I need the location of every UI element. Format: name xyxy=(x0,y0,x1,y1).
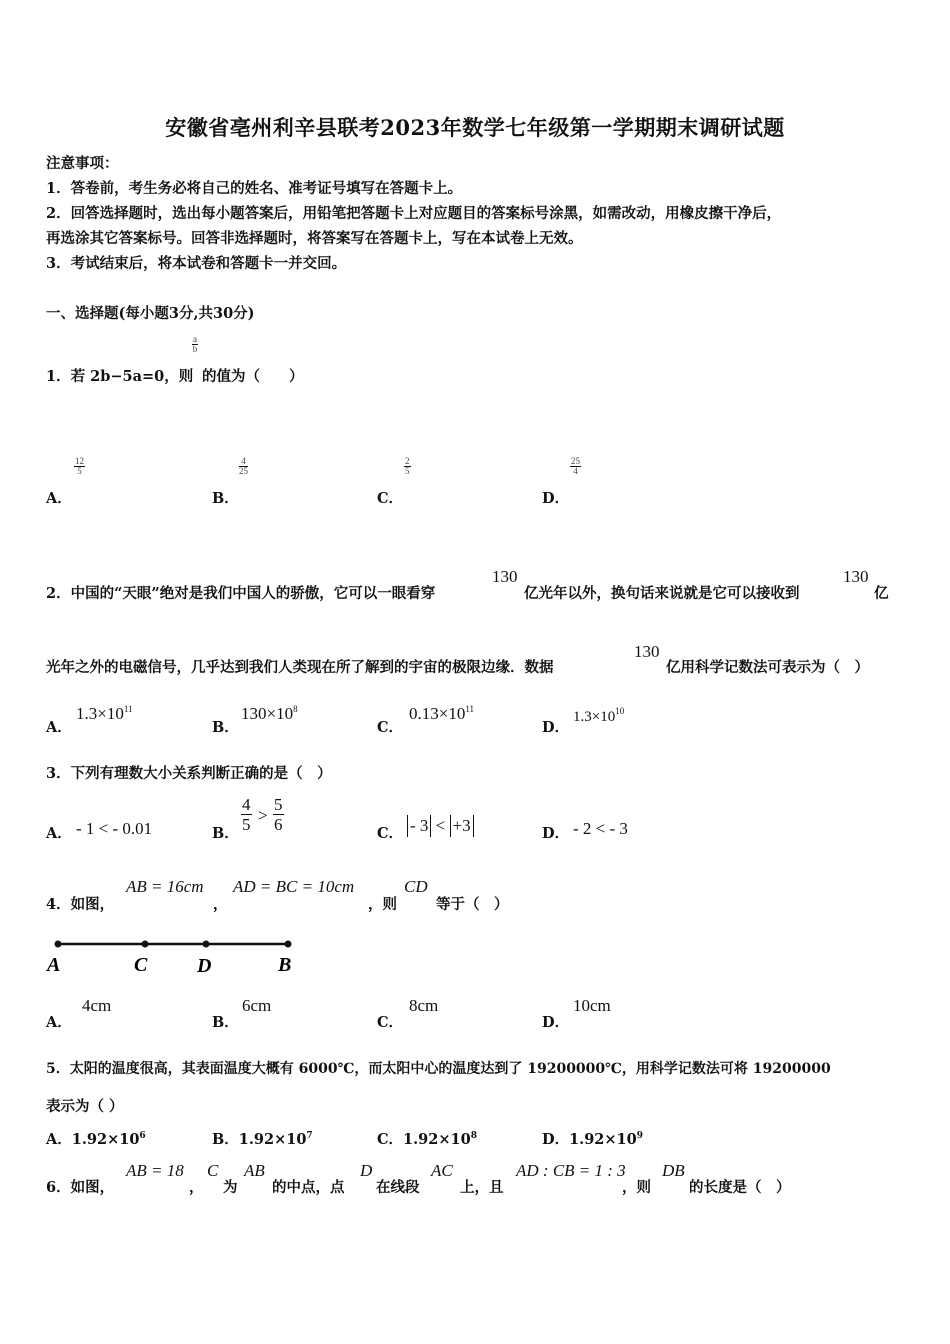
q5-option-b: B．$1.92\times 10^7$ xyxy=(212,1131,313,1148)
q3-option-b-fraction-1: 4 5 xyxy=(242,795,251,834)
q6-expr-5: AC xyxy=(431,1161,453,1180)
q4-option-d-value: 10cm xyxy=(573,996,611,1015)
q4-label-a: A xyxy=(47,954,61,976)
q2-line2-a: 光年之外的电磁信号，几乎达到我们人类现在所了解到的宇宙的极限边缘．数据 xyxy=(46,659,554,676)
q6-part-3: 为 xyxy=(223,1179,238,1196)
q4-suffix: 等于（ ） xyxy=(436,896,509,913)
q1-option-b-fraction: 4 25 xyxy=(239,456,248,476)
q1-option-d-label: D． xyxy=(542,490,570,507)
q4-option-a-value: 4cm xyxy=(82,996,112,1015)
q1-option-c-fraction: 2 5 xyxy=(405,456,410,476)
q6-part-6: 上，且 xyxy=(460,1179,504,1196)
q1-option-d-fraction: 25 4 xyxy=(571,456,580,476)
notice-heading: 注意事项： xyxy=(46,155,119,172)
q2-option-b-label: B． xyxy=(212,719,239,736)
q3-option-a-label: A． xyxy=(46,825,72,842)
q4-option-c-value: 8cm xyxy=(409,996,439,1015)
q2-line2-b: 亿用科学记数法可表示为（ ） xyxy=(666,659,869,676)
q2-option-d-label: D． xyxy=(542,719,570,736)
q5-option-a: A．$1.92\times 10^6$ xyxy=(46,1131,146,1148)
q3-option-b-label: B． xyxy=(212,825,239,842)
q3-option-d-expr: - 2 < - 3 xyxy=(573,819,628,838)
q6-expr-4: D xyxy=(360,1161,373,1180)
q6-expr-2: C xyxy=(207,1161,219,1180)
q3-option-b-fraction-2: 5 6 xyxy=(274,795,283,834)
q2-option-b-value: $130\times 10^8$ xyxy=(241,704,298,723)
q2-line1-c: 亿 xyxy=(874,585,889,602)
q4-point-c xyxy=(142,941,149,948)
q4-label-d: D xyxy=(197,955,212,977)
notice-item-2-cont: 再选涂其它答案标号。回答非选择题时，将答案写在答题卡上，写在本试卷上无效。 xyxy=(46,230,583,247)
q4-label-c: C xyxy=(134,954,148,976)
notice-item-3: 3．考试结束后，将本试卷和答题卡一并交回。 xyxy=(46,255,347,272)
page-title: 安徽省亳州利辛县联考2023年数学七年级第一学期期末调研试题 xyxy=(165,115,785,140)
q4-sep-1: ， xyxy=(213,896,228,913)
q4-expr-2: AD = BC = 10cm xyxy=(233,877,355,896)
q6-part-4: 的中点，点 xyxy=(272,1179,345,1196)
q5-line-2: 表示为（ ） xyxy=(46,1098,124,1115)
q4-option-b-label: B． xyxy=(212,1014,239,1031)
q5-line-1: 5．太阳的温度很高，其表面温度大概有 6000℃，而太阳中心的温度达到了 19200000℃，用科学记数法可将 19200000 xyxy=(46,1061,831,1077)
q6-part-2: ， xyxy=(189,1179,204,1196)
q1-option-b-label: B． xyxy=(212,490,239,507)
q6-part-1: 6．如图， xyxy=(46,1179,115,1196)
q3-option-c-label: C． xyxy=(377,825,404,842)
q6-expr-3: AB xyxy=(244,1161,265,1180)
q4-option-b-value: 6cm xyxy=(242,996,272,1015)
section-heading: 一、选择题(每小题3分,共30分) xyxy=(46,305,255,322)
q2-line1-a: 2．中国的“天眼”绝对是我们中国人的骄傲，它可以一眼看穿 xyxy=(46,585,436,602)
q1-text-b: 的值为（ ） xyxy=(202,368,304,385)
q3-text: 3．下列有理数大小关系判断正确的是（ ） xyxy=(46,765,332,782)
q2-number-130-2: 130 xyxy=(843,567,869,586)
q2-number-130-1: 130 xyxy=(492,567,518,586)
q4-point-a xyxy=(55,941,62,948)
q2-option-c-value: $0.13\times 10^{11}$ xyxy=(409,704,475,723)
notice-item-2: 2．回答选择题时，选出每小题答案后，用铅笔把答题卡上对应题目的答案标号涂黑，如需改动，用橡皮擦干净后， xyxy=(46,205,782,222)
q2-option-a-value: $1.3\times 10^{11}$ xyxy=(76,704,133,723)
q5-option-d: D．$1.92\times 10^9$ xyxy=(542,1131,643,1148)
q3-option-d-label: D． xyxy=(542,825,570,842)
q1-option-a-label: A． xyxy=(46,490,72,507)
q4-point-d xyxy=(203,941,210,948)
q6-part-5: 在线段 xyxy=(376,1179,420,1196)
q4-option-d-label: D． xyxy=(542,1014,570,1031)
q2-line1-b: 亿光年以外，换句话来说就是它可以接收到 xyxy=(524,585,800,602)
q6-expr-1: AB = 18 xyxy=(126,1161,184,1180)
q4-option-c-label: C． xyxy=(377,1014,404,1031)
q4-line-segment-figure xyxy=(44,934,304,978)
q6-expr-6: AD : CB = 1 : 3 xyxy=(516,1161,626,1180)
q3-option-a-expr: - 1 < - 0.01 xyxy=(76,819,153,838)
q2-option-d-value: $1.3\times 10^{10}$ xyxy=(573,706,625,725)
q6-part-8: 的长度是（ ） xyxy=(689,1179,791,1196)
q2-option-a-label: A． xyxy=(46,719,72,736)
q6-expr-7: DB xyxy=(662,1161,685,1180)
q2-number-130-3: 130 xyxy=(634,642,660,661)
q4-label-b: B xyxy=(278,954,292,976)
q1-text-a: 1．若 2b−5a=0，则 xyxy=(46,368,194,385)
q6-part-7: ，则 xyxy=(622,1179,651,1196)
q3-option-c-expr: - 3 < +3 xyxy=(407,815,474,837)
notice-item-1: 1．答卷前，考生务必将自己的姓名、准考证号填写在答题卡上。 xyxy=(46,180,463,197)
q1-fraction: a b xyxy=(192,334,198,354)
q4-prefix: 4．如图， xyxy=(46,896,115,913)
q1-option-a-fraction: 12 5 xyxy=(75,456,84,476)
q4-expr-3: CD xyxy=(404,877,428,896)
q4-sep-2: ，则 xyxy=(368,896,397,913)
q3-option-b-operator: > xyxy=(258,806,268,825)
q4-expr-1: AB = 16cm xyxy=(126,877,204,896)
q1-option-c-label: C． xyxy=(377,490,404,507)
q4-point-b xyxy=(285,941,292,948)
q4-option-a-label: A． xyxy=(46,1014,72,1031)
q2-option-c-label: C． xyxy=(377,719,404,736)
q5-option-c: C．$1.92\times 10^8$ xyxy=(377,1131,477,1148)
